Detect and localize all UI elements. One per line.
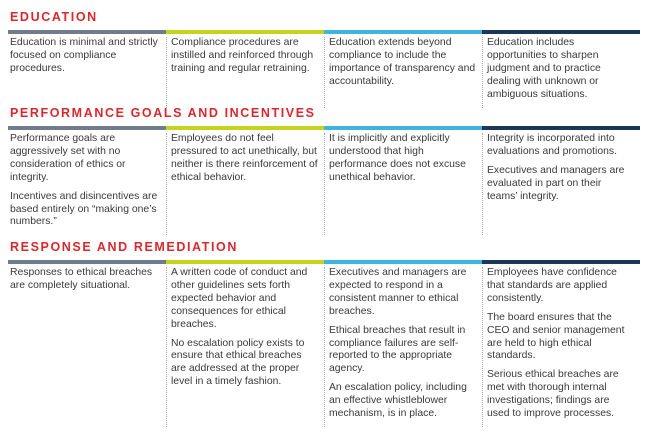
column-text: Ethical breaches that result in compliance failures are self-reported to the appropriate agency.: [329, 324, 466, 375]
column-3: [324, 267, 482, 427]
bar-segment: [166, 30, 324, 34]
columns: [8, 267, 640, 427]
bar-segment: [8, 126, 166, 130]
column-4: [482, 267, 640, 427]
column-text: It is implicitly and explicitly understood that high performance does not excuse unethical behavior.: [329, 133, 466, 183]
bar-segment: [8, 260, 166, 264]
bar-segment: [166, 126, 324, 130]
column-text: Incentives and disincentives are based entirely on “making one’s numbers.”: [10, 190, 158, 228]
column-4: [482, 133, 640, 235]
column-3: [324, 37, 482, 108]
column-text: Employees do not feel pressured to act unethically, but neither is there reinforcement of ethical behavior.: [171, 133, 318, 183]
bar-segment: [324, 126, 482, 130]
bar-segment: [482, 260, 640, 264]
column-1: [8, 133, 166, 235]
section-title: PERFORMANCE GOALS AND INCENTIVES: [10, 106, 316, 120]
column-text: Performance goals are aggressively set with no consideration of ethics or integrity.: [10, 133, 126, 183]
color-bar: [8, 30, 640, 34]
column-text: Integrity is incorporated into evaluations and promotions.: [487, 133, 617, 157]
column-2: [166, 37, 324, 108]
column-text: A written code of conduct and other guidelines sets forth expected behavior and consequences for ethical breaches.: [171, 267, 308, 330]
column-2: [166, 267, 324, 427]
column-text: Serious ethical breaches are met with thorough internal investigations; findings are used to improve processes.: [487, 369, 619, 420]
column-1: [8, 267, 166, 427]
color-bar: [8, 260, 640, 264]
column-1: [8, 37, 166, 108]
bar-segment: [8, 30, 166, 34]
column-text: Employees have confidence that standards are applied consistently.: [487, 267, 617, 304]
bar-segment: [324, 30, 482, 34]
column-3: [324, 133, 482, 235]
column-text: No escalation policy exists to ensure that ethical breaches are addressed at the proper level in a timely fashion.: [171, 337, 305, 388]
column-text: Education includes opportunities to sharpen judgment and to practice dealing with unknown or ambiguous situations.: [487, 37, 601, 100]
section-title: RESPONSE AND REMEDIATION: [10, 240, 238, 254]
section-title: EDUCATION: [10, 10, 98, 24]
column-text: Education extends beyond compliance to include the importance of transparency and accountability.: [329, 37, 476, 87]
columns: [8, 133, 640, 235]
columns: [8, 37, 640, 108]
bar-segment: [482, 126, 640, 130]
column-text: Executives and managers are evaluated in part on their teams’ integrity.: [487, 164, 625, 202]
column-text: Education is minimal and strictly focused on compliance procedures.: [10, 37, 158, 74]
bar-segment: [482, 30, 640, 34]
color-bar: [8, 126, 640, 130]
column-text: Executives and managers are expected to respond in a consistent manner to ethical breaches.: [329, 267, 467, 317]
column-text: An escalation policy, including an effective whistleblower mechanism, is in place.: [329, 382, 467, 420]
column-text: Compliance procedures are instilled and reinforced through training and regular retraining.: [171, 37, 314, 74]
column-4: [482, 37, 640, 108]
column-text: The board ensures that the CEO and senior management are held to high ethical standards.: [487, 311, 625, 362]
column-2: [166, 133, 324, 235]
bar-segment: [324, 260, 482, 264]
bar-segment: [166, 260, 324, 264]
column-text: Responses to ethical breaches are completely situational.: [10, 267, 153, 291]
